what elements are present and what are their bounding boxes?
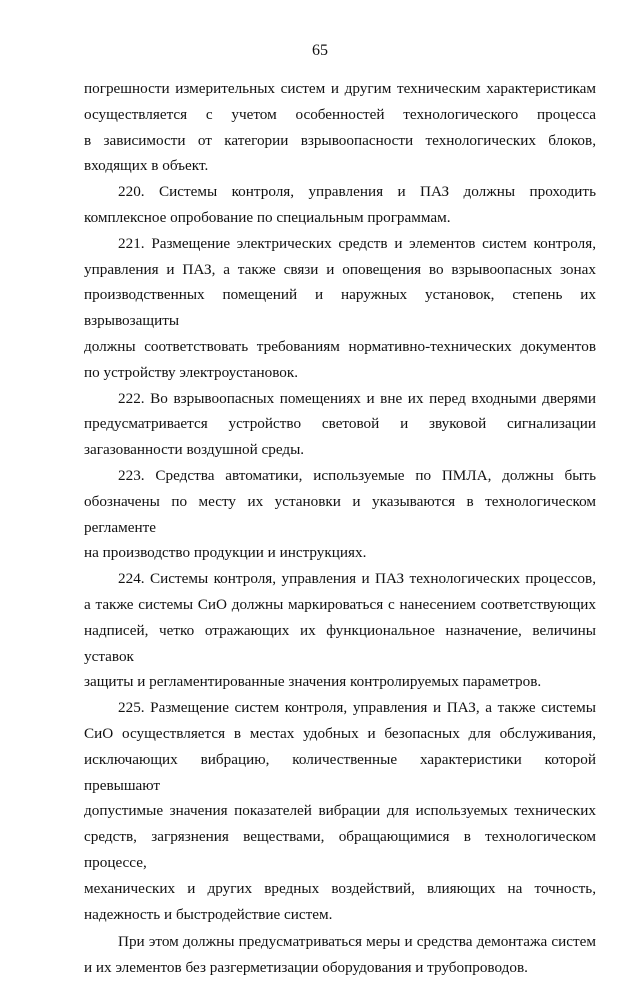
paragraph-220 xyxy=(84,179,596,231)
text-line: 224. Системы контроля, управления и ПАЗ технологических процессов, xyxy=(118,570,596,588)
text-line: а также системы СиО должны маркироваться с нанесением соответствующих xyxy=(84,595,596,613)
text-line: 221. Размещение электрических средств и элементов систем контроля, xyxy=(118,234,596,252)
text-line: 222. Во взрывоопасных помещениях и вне их перед входными дверями xyxy=(118,389,596,407)
text-line: производственных помещений и наружных установок, степень их взрывозащиты xyxy=(84,286,596,330)
text-line: При этом должны предусматриваться меры и средства демонтажа систем xyxy=(118,933,596,951)
text-line: управления и ПАЗ, а также связи и оповещения во взрывоопасных зонах xyxy=(84,260,596,278)
text-line: погрешности измерительных систем и другим техническим характеристикам xyxy=(84,80,596,97)
text-line: по устройству электроустановок. xyxy=(84,363,299,381)
text-line: механических и других вредных воздействий, влияющих на точность, xyxy=(84,879,596,897)
paragraph-final xyxy=(84,929,596,981)
text-line: 223. Средства автоматики, используемые по ПМЛА, должны быть xyxy=(118,466,596,484)
text-line: допустимые значения показателей вибрации для используемых технических xyxy=(84,802,596,820)
text-line: надписей, четко отражающих их функциональное назначение, величины уставок xyxy=(84,621,596,665)
text-line: защиты и регламентированные значения контролируемых параметров. xyxy=(84,673,542,691)
text-line: СиО осуществляется в местах удобных и безопасных для обслуживания, xyxy=(84,724,596,742)
text-line: 225. Размещение систем контроля, управления и ПАЗ, а также системы xyxy=(118,699,596,717)
paragraph-223 xyxy=(84,463,596,566)
paragraph-continuation xyxy=(84,76,596,179)
text-line: комплексное опробование по специальным программам. xyxy=(84,208,451,226)
text-line: осуществляется с учетом особенностей технологического процесса xyxy=(84,105,596,123)
text-line: средств, загрязнения веществами, обращающимися в технологическом процессе, xyxy=(84,828,596,871)
text-line: надежность и быстродействие систем. xyxy=(84,905,333,923)
page-number: 65 xyxy=(312,42,328,59)
text-line: обозначены по месту их установки и указываются в технологическом регламенте xyxy=(84,492,596,536)
text-line: исключающих вибрацию, количественные характеристики которой превышают xyxy=(84,750,596,794)
text-line: на производство продукции и инструкциях. xyxy=(84,544,367,562)
text-line: загазованности воздушной среды. xyxy=(84,441,305,459)
text-line: в зависимости от категории взрывоопасности технологических блоков, xyxy=(84,131,596,149)
text-line: 220. Системы контроля, управления и ПАЗ должны проходить xyxy=(118,183,596,201)
text-line: и их элементов без разгерметизации оборудования и трубопроводов. xyxy=(84,959,528,977)
text-line: предусматривается устройство световой и звуковой сигнализации xyxy=(84,415,596,433)
paragraph-221 xyxy=(84,231,596,386)
paragraph-225 xyxy=(84,695,596,927)
paragraph-222 xyxy=(84,386,596,463)
paragraph-224 xyxy=(84,566,596,695)
document-body xyxy=(84,76,596,981)
text-line: должны соответствовать требованиям нормативно-технических документов xyxy=(84,337,596,355)
text-line: входящих в объект. xyxy=(84,157,209,175)
